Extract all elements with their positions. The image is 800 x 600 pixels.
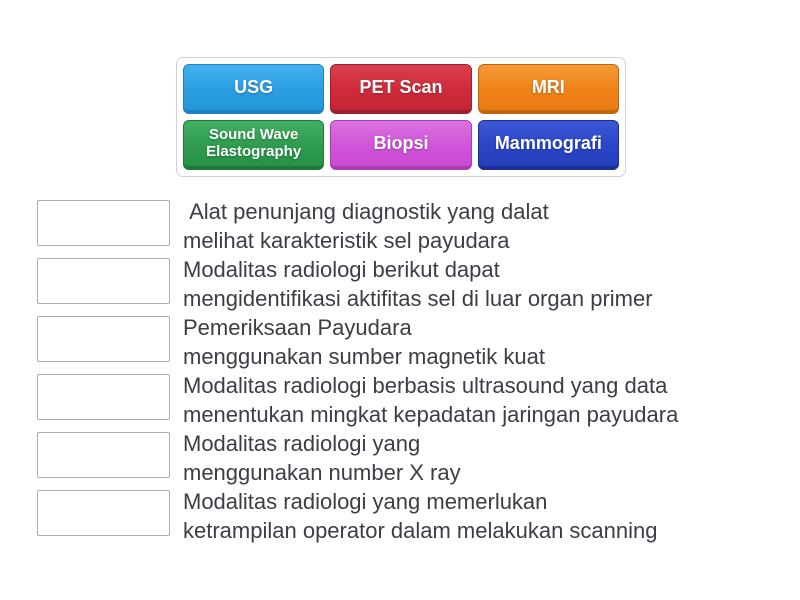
question-row-5 bbox=[37, 432, 461, 487]
tile-pet-scan-label: PET Scan bbox=[359, 77, 443, 98]
answer-dropzone-5[interactable] bbox=[37, 432, 170, 478]
question-text-4 bbox=[183, 371, 678, 429]
question-text-6 bbox=[183, 487, 657, 545]
tile-pet-scan[interactable] bbox=[330, 64, 471, 114]
tile-mri[interactable] bbox=[478, 64, 619, 114]
tile-mammografi-label: Mammografi bbox=[494, 133, 602, 154]
answer-dropzone-1[interactable] bbox=[37, 200, 170, 246]
question-3-line-2: menggunakan sumber magnetik kuat bbox=[183, 344, 545, 369]
answer-dropzone-2[interactable] bbox=[37, 258, 170, 304]
question-5-line-1: Modalitas radiologi yang bbox=[183, 431, 421, 456]
tile-sound-wave-elastography-label: Sound Wave Elastography bbox=[206, 125, 302, 160]
answer-dropzone-3[interactable] bbox=[37, 316, 170, 362]
tile-biopsi-label: Biopsi bbox=[373, 133, 429, 154]
tile-biopsi[interactable] bbox=[330, 120, 471, 170]
tile-usg[interactable] bbox=[183, 64, 324, 114]
answer-dropzone-6[interactable] bbox=[37, 490, 170, 536]
question-text-1 bbox=[183, 197, 549, 255]
question-4-line-1: Modalitas radiologi berbasis ultrasound yang data bbox=[183, 373, 668, 398]
tile-mammografi[interactable] bbox=[478, 120, 619, 170]
question-4-line-2: menentukan mingkat kepadatan jaringan payudara bbox=[183, 402, 679, 427]
question-1-line-1: Alat penunjang diagnostik yang dalat bbox=[183, 199, 549, 224]
question-text-5 bbox=[183, 429, 461, 487]
question-row-1 bbox=[37, 200, 549, 255]
answer-tile-panel bbox=[176, 57, 626, 177]
question-text-3 bbox=[183, 313, 545, 371]
tile-mri-label: MRI bbox=[531, 77, 565, 98]
question-row-6 bbox=[37, 490, 657, 545]
question-row-2 bbox=[37, 258, 653, 313]
question-6-line-1: Modalitas radiologi yang memerlukan bbox=[183, 489, 548, 514]
question-row-3 bbox=[37, 316, 545, 371]
answer-dropzone-4[interactable] bbox=[37, 374, 170, 420]
question-2-line-1: Modalitas radiologi berikut dapat bbox=[183, 257, 500, 282]
tile-sound-wave-elastography[interactable] bbox=[183, 120, 324, 170]
question-row-4 bbox=[37, 374, 678, 429]
question-3-line-1: Pemeriksaan Payudara bbox=[183, 315, 412, 340]
question-text-2 bbox=[183, 255, 653, 313]
question-5-line-2: menggunakan number X ray bbox=[183, 460, 461, 485]
question-2-line-2: mengidentifikasi aktifitas sel di luar organ primer bbox=[183, 286, 653, 311]
question-6-line-2: ketrampilan operator dalam melakukan scanning bbox=[183, 518, 658, 543]
tile-usg-label: USG bbox=[234, 77, 274, 98]
question-1-line-2: melihat karakteristik sel payudara bbox=[183, 228, 510, 253]
